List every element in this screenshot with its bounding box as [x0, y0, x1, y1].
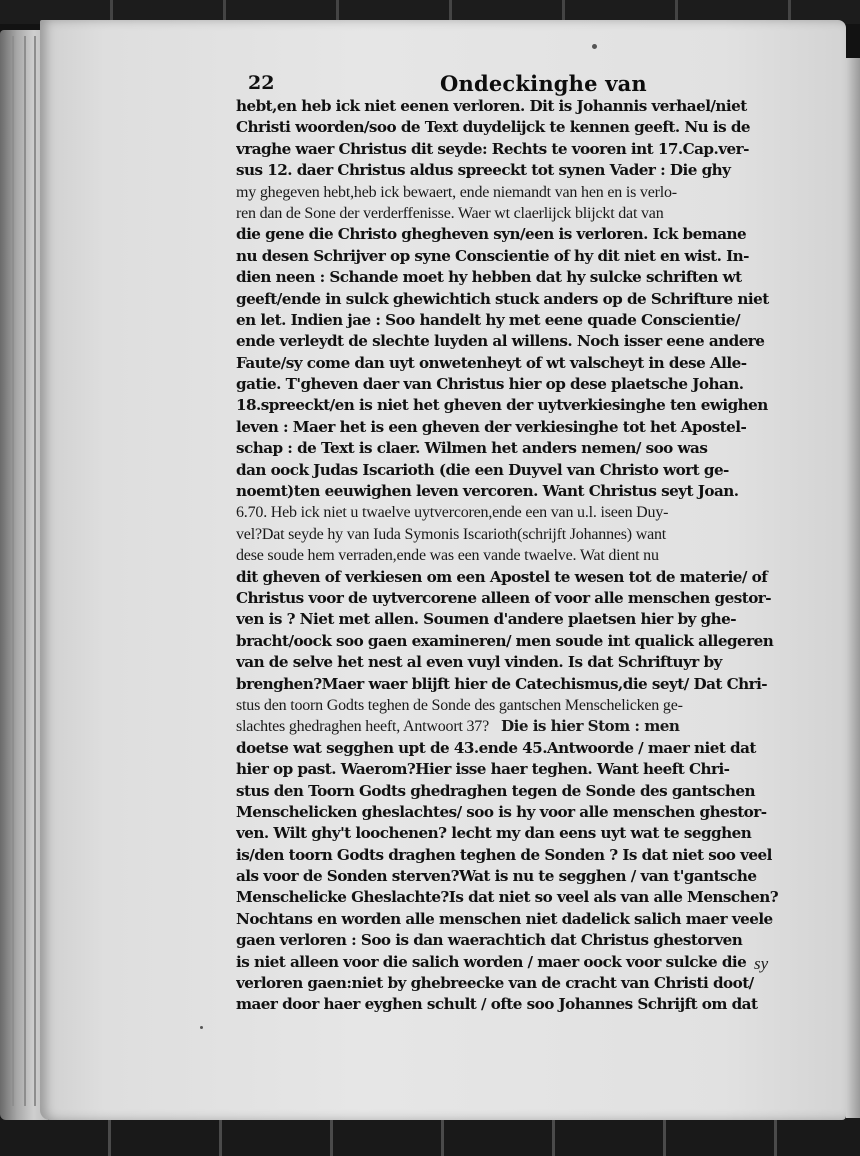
text-line: [236, 716, 792, 737]
text-line: bracht/oock soo gaen examineren/ men soude int qualick allegeren: [236, 631, 774, 650]
text-line: geeft/ende in sulck ghewichtich stuck anders op de Schrifture niet: [236, 289, 769, 308]
text-line: noemt)ten eeuwighen leven vercoren. Want Christus seyt Joan.: [236, 482, 739, 501]
page-edge-line: [12, 36, 14, 1106]
text-line: ren dan de Sone der verderffenisse. Waer wt claerlijck blijckt dat van: [236, 204, 664, 222]
text-line: ven. Wilt ghy't loochenen? lecht my dan eens uyt wat te segghen: [236, 824, 752, 843]
text-line: dese soude hem verraden,ende was een vande twaelve. Wat dient nu: [236, 547, 659, 565]
text-line: als voor de Sonden sterven?Wat is nu te segghen / van t'gantsche: [236, 867, 757, 886]
ink-spot: [200, 1026, 203, 1029]
text-line: Christus voor de uytvercorene alleen of voor alle menschen gestor-: [236, 588, 771, 607]
text-line: maer door haer eyghen schult / ofte soo Johannes Schrijft om dat: [236, 995, 758, 1014]
text-line: vel?Dat seyde hy van Iuda Symonis Iscarioth(schrijft Johannes) want: [236, 525, 667, 543]
text-line: gatie. T'gheven daer van Christus hier op dese plaetsche Johan.: [236, 375, 744, 394]
text-line: vraghe waer Christus dit seyde: Rechts te vooren int 17.Cap.ver-: [236, 139, 749, 158]
text-line: Nochtans en worden alle menschen niet dadelick salich maer veele: [236, 909, 773, 928]
text-line: Menschelicke Gheslachte?Is dat niet so veel als van alle Menschen?: [236, 888, 779, 907]
page-edge-line: [34, 36, 36, 1106]
text-line: sus 12. daer Christus aldus spreeckt tot synen Vader : Die ghy: [236, 161, 731, 180]
text-line: ven is ? Niet met allen. Soumen d'andere plaetsen hier by ghe-: [236, 610, 736, 629]
page-number: 22: [248, 72, 275, 94]
page-edge-line: [24, 36, 26, 1106]
text-line: van de selve het nest al even vuyl vinden. Is dat Schriftuyr by: [236, 653, 722, 672]
text-line: dan oock Judas Iscarioth (die een Duyvel van Christo wort ge-: [236, 460, 729, 479]
text-line: dit gheven of verkiesen om een Apostel te wesen tot de materie/ of: [236, 567, 768, 586]
text-line-part: slachtes ghedraghen heeft, Antwoort 37?: [236, 718, 490, 736]
text-line: doetse wat segghen upt de 43.ende 45.Antwoorde / maer niet dat: [236, 738, 756, 757]
running-head: Ondeckinghe van: [440, 71, 647, 96]
text-line: hier op past. Waerom?Hier isse haer teghen. Want heeft Chri-: [236, 760, 730, 779]
text-line: my ghegeven hebt,heb ick bewaert, ende niemandt van hen en is verlo-: [236, 183, 677, 201]
page-header: [248, 72, 768, 98]
catchword: sy: [754, 954, 769, 973]
text-line: dien neen : Schande moet hy hebben dat hy sulcke schriften wt: [236, 268, 742, 287]
text-line: en let. Indien jae : Soo handelt hy met eene quade Conscientie/: [236, 310, 740, 329]
text-line: brenghen?Maer waer blijft hier de Catechismus,die seyt/ Dat Chri-: [236, 674, 768, 693]
text-line: stus den Toorn Godts ghedraghen tegen de Sonde des gantschen: [236, 781, 755, 800]
text-line: schap : de Text is claer. Wilmen het anders nemen/ soo was: [236, 439, 708, 458]
text-line: is/den toorn Godts draghen teghen de Sonden ? Is dat niet soo veel: [236, 845, 772, 864]
text-line: is niet alleen voor die salich worden / maer oock voor sulcke die: [236, 952, 747, 971]
text-line: 18.spreeckt/en is niet het gheven der uytverkiesinghe ten ewighen: [236, 396, 768, 415]
text-line: Faute/sy come dan uyt onwetenheyt of wt valscheyt in dese Alle-: [236, 353, 747, 372]
text-line: die gene die Christo ghegheven syn/een is verloren. Ick bemane: [236, 225, 747, 244]
text-line: verloren gaen:niet by ghebreecke van de cracht van Christi doot/: [236, 974, 754, 993]
facing-page-edge: [846, 58, 860, 1118]
text-line: leven : Maer het is een gheven der verkiesinghe tot het Apostel-: [236, 417, 747, 436]
text-line: stus den toorn Godts teghen de Sonde des gantschen Menschelicken ge-: [236, 696, 683, 714]
body-text: [236, 96, 792, 1016]
text-line: hebt,en heb ick niet eenen verloren. Dit is Johannis verhael/niet: [236, 97, 747, 115]
text-line: gaen verloren : Soo is dan waerachtich dat Christus ghestorven: [236, 931, 743, 950]
text-line: Menschelicken gheslachtes/ soo is hy voor alle menschen ghestor-: [236, 802, 767, 821]
text-line-part: Die is hier Stom : men: [501, 717, 680, 736]
text-line: Christi woorden/soo de Text duydelijck te kennen geeft. Nu is de: [236, 118, 751, 137]
text-line: 6.70. Heb ick niet u twaelve uytvercoren,ende een van u.l. iseen Duy-: [236, 504, 669, 522]
background-grid-bottom: [0, 1118, 860, 1156]
text-line: ende verleydt de slechte luyden al willens. Noch isser eene andere: [236, 332, 765, 351]
text-line: nu desen Schrijver op syne Conscientie of hy dit niet en wist. In-: [236, 246, 749, 265]
ink-spot: [592, 44, 597, 49]
